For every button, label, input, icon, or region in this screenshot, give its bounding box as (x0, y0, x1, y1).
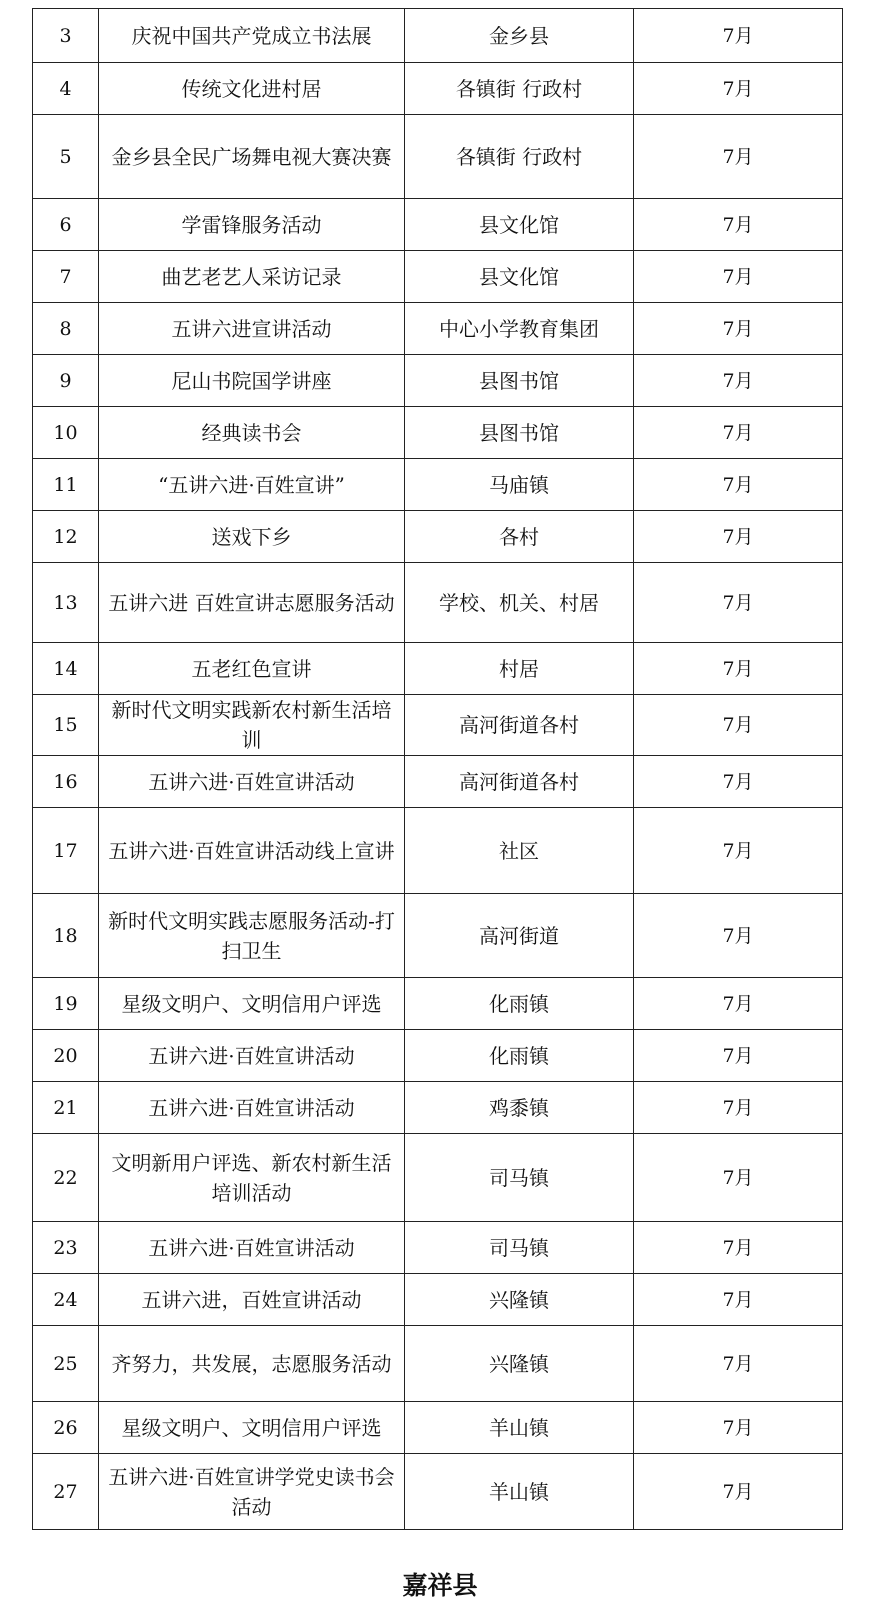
cell-month: 7月 (634, 756, 843, 808)
cell-activity: 曲艺老艺人采访记录 (99, 251, 405, 303)
cell-location: 化雨镇 (405, 1030, 634, 1082)
cell-number: 11 (33, 459, 99, 511)
cell-month: 7月 (634, 1402, 843, 1454)
cell-activity: 五讲六进·百姓宣讲活动 (99, 756, 405, 808)
table-row (33, 407, 843, 459)
cell-activity: 星级文明户、文明信用户评选 (99, 978, 405, 1030)
cell-month: 7月 (634, 511, 843, 563)
table-row (33, 303, 843, 355)
cell-month: 7月 (634, 115, 843, 199)
cell-number: 9 (33, 355, 99, 407)
cell-number: 25 (33, 1326, 99, 1402)
cell-number: 24 (33, 1274, 99, 1326)
cell-month: 7月 (634, 1454, 843, 1530)
table-row (33, 643, 843, 695)
table-row (33, 63, 843, 115)
cell-activity: 星级文明户、文明信用户评选 (99, 1402, 405, 1454)
cell-number: 20 (33, 1030, 99, 1082)
cell-month: 7月 (634, 563, 843, 643)
cell-number: 3 (33, 9, 99, 63)
cell-number: 13 (33, 563, 99, 643)
cell-activity: 五讲六进·百姓宣讲活动 (99, 1030, 405, 1082)
table-row (33, 1274, 843, 1326)
cell-month: 7月 (634, 808, 843, 894)
activity-table (32, 8, 843, 1530)
cell-location: 羊山镇 (405, 1402, 634, 1454)
cell-location: 县图书馆 (405, 407, 634, 459)
cell-location: 司马镇 (405, 1134, 634, 1222)
table-row (33, 756, 843, 808)
cell-number: 4 (33, 63, 99, 115)
cell-month: 7月 (634, 459, 843, 511)
cell-number: 27 (33, 1454, 99, 1530)
table-row (33, 199, 843, 251)
table-row (33, 511, 843, 563)
cell-month: 7月 (634, 251, 843, 303)
cell-location: 马庙镇 (405, 459, 634, 511)
cell-location: 高河街道各村 (405, 695, 634, 756)
table-row (33, 1326, 843, 1402)
table-row (33, 1082, 843, 1134)
table-row (33, 1030, 843, 1082)
cell-number: 26 (33, 1402, 99, 1454)
cell-month: 7月 (634, 1274, 843, 1326)
cell-activity: 五讲六进，百姓宣讲活动 (99, 1274, 405, 1326)
cell-month: 7月 (634, 1222, 843, 1274)
cell-number: 21 (33, 1082, 99, 1134)
cell-activity: 五讲六进·百姓宣讲活动线上宣讲 (99, 808, 405, 894)
cell-number: 10 (33, 407, 99, 459)
table-row (33, 695, 843, 756)
table-row (33, 459, 843, 511)
section-title: 嘉祥县 (402, 1571, 478, 1600)
cell-location: 社区 (405, 808, 634, 894)
cell-location: 化雨镇 (405, 978, 634, 1030)
cell-activity: 金乡县全民广场舞电视大赛决赛 (99, 115, 405, 199)
cell-location: 县文化馆 (405, 251, 634, 303)
cell-activity: 传统文化进村居 (99, 63, 405, 115)
cell-month: 7月 (634, 303, 843, 355)
cell-month: 7月 (634, 63, 843, 115)
cell-number: 16 (33, 756, 99, 808)
table-row (33, 355, 843, 407)
cell-activity: 五讲六进·百姓宣讲学党史读书会活动 (99, 1454, 405, 1530)
cell-activity: 文明新用户评选、新农村新生活培训活动 (99, 1134, 405, 1222)
cell-location: 县图书馆 (405, 355, 634, 407)
table-row (33, 808, 843, 894)
cell-location: 兴隆镇 (405, 1326, 634, 1402)
table-row (33, 115, 843, 199)
cell-location: 各村 (405, 511, 634, 563)
cell-location: 金乡县 (405, 9, 634, 63)
table-row (33, 563, 843, 643)
cell-month: 7月 (634, 1030, 843, 1082)
table-row (33, 978, 843, 1030)
table-row (33, 1454, 843, 1530)
cell-number: 22 (33, 1134, 99, 1222)
cell-location: 学校、机关、村居 (405, 563, 634, 643)
cell-location: 兴隆镇 (405, 1274, 634, 1326)
cell-location: 高河街道 (405, 894, 634, 978)
cell-number: 6 (33, 199, 99, 251)
cell-number: 15 (33, 695, 99, 756)
cell-month: 7月 (634, 407, 843, 459)
cell-location: 高河街道各村 (405, 756, 634, 808)
table-row (33, 1134, 843, 1222)
cell-number: 8 (33, 303, 99, 355)
cell-number: 12 (33, 511, 99, 563)
cell-month: 7月 (634, 643, 843, 695)
table-row (33, 1222, 843, 1274)
cell-month: 7月 (634, 199, 843, 251)
cell-activity: 五讲六进·百姓宣讲活动 (99, 1082, 405, 1134)
cell-month: 7月 (634, 1082, 843, 1134)
cell-activity: “五讲六进·百姓宣讲” (99, 459, 405, 511)
cell-month: 7月 (634, 1134, 843, 1222)
cell-location: 各镇街 行政村 (405, 63, 634, 115)
cell-location: 各镇街 行政村 (405, 115, 634, 199)
cell-activity: 五老红色宣讲 (99, 643, 405, 695)
cell-location: 鸡黍镇 (405, 1082, 634, 1134)
table-row (33, 894, 843, 978)
table-row (33, 251, 843, 303)
cell-number: 5 (33, 115, 99, 199)
cell-number: 18 (33, 894, 99, 978)
table-row (33, 9, 843, 63)
cell-month: 7月 (634, 978, 843, 1030)
cell-activity: 送戏下乡 (99, 511, 405, 563)
cell-month: 7月 (634, 695, 843, 756)
cell-location: 羊山镇 (405, 1454, 634, 1530)
cell-location: 县文化馆 (405, 199, 634, 251)
cell-activity: 五讲六进宣讲活动 (99, 303, 405, 355)
cell-activity: 五讲六进·百姓宣讲活动 (99, 1222, 405, 1274)
cell-activity: 五讲六进 百姓宣讲志愿服务活动 (99, 563, 405, 643)
cell-activity: 新时代文明实践志愿服务活动-打扫卫生 (99, 894, 405, 978)
cell-month: 7月 (634, 9, 843, 63)
cell-month: 7月 (634, 1326, 843, 1402)
cell-location: 中心小学教育集团 (405, 303, 634, 355)
cell-number: 14 (33, 643, 99, 695)
cell-activity: 经典读书会 (99, 407, 405, 459)
cell-number: 23 (33, 1222, 99, 1274)
cell-activity: 庆祝中国共产党成立书法展 (99, 9, 405, 63)
cell-month: 7月 (634, 355, 843, 407)
cell-month: 7月 (634, 894, 843, 978)
cell-activity: 齐努力，共发展，志愿服务活动 (99, 1326, 405, 1402)
table-row (33, 1402, 843, 1454)
table-body (33, 9, 843, 1530)
cell-location: 司马镇 (405, 1222, 634, 1274)
cell-location: 村居 (405, 643, 634, 695)
cell-activity: 学雷锋服务活动 (99, 199, 405, 251)
cell-activity: 新时代文明实践新农村新生活培训 (99, 695, 405, 756)
cell-number: 7 (33, 251, 99, 303)
cell-activity: 尼山书院国学讲座 (99, 355, 405, 407)
cell-number: 19 (33, 978, 99, 1030)
cell-number: 17 (33, 808, 99, 894)
